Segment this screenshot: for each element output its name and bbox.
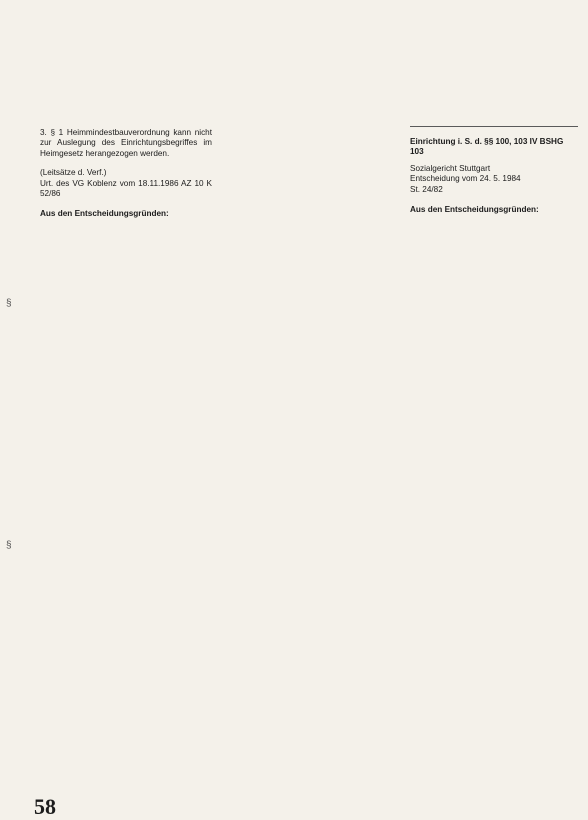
case-citation: Urt. des VG Koblenz vom 18.11.1986 AZ 10 K 52/86: [40, 178, 212, 199]
column-3: [410, 120, 578, 221]
headnote-3: 3. § 1 Heimmindestbauverordnung kann nicht zur Auslegung des Einrichtungsbegriffes im Heimgesetz herangezogen werden.: [40, 128, 212, 158]
margin-mark: §: [6, 298, 12, 309]
decision-date: Entscheidung vom 24. 5. 1984: [410, 174, 521, 184]
column-1: [40, 128, 212, 226]
section-heading: Aus den Entscheidungsgründen:: [410, 205, 539, 215]
page-number: 58: [34, 794, 56, 819]
section-heading: Aus den Entscheidungsgründen:: [40, 209, 169, 219]
section-heading: Einrichtung i. S. d. §§ 100, 103 IV BSHG 103: [410, 137, 564, 157]
margin-mark: §: [6, 540, 12, 551]
divider: [410, 126, 578, 127]
court-name: Sozialgericht Stuttgart: [410, 163, 491, 173]
file-number: St. 24/82: [410, 184, 443, 194]
editor-note: (Leitsätze d. Verf.): [40, 168, 107, 178]
